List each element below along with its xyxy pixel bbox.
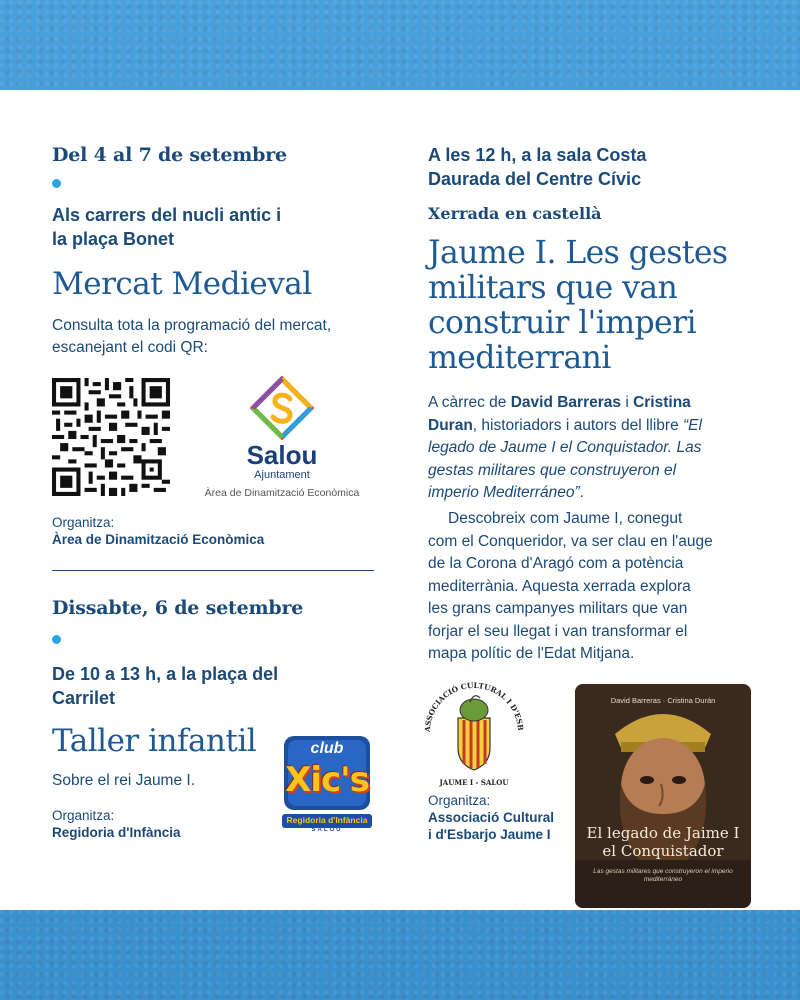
- talk-organizer-line2: i d'Esbarjo Jaume I: [428, 827, 551, 842]
- speakers-after: , historiadors i autors del llibre: [472, 416, 684, 434]
- author-2-last: Duran: [428, 416, 473, 434]
- salou-logo-name: Salou: [246, 440, 318, 470]
- event1-description: [52, 315, 331, 359]
- speakers-end: .: [579, 484, 584, 501]
- speakers-mid: i: [621, 394, 634, 411]
- xics-tiny: SALOU: [311, 827, 343, 833]
- salou-logo: [196, 376, 368, 500]
- event1-title: Mercat Medieval: [52, 266, 312, 302]
- event1-location-line2: la plaça Bonet: [52, 229, 175, 249]
- talk-subtitle: Xerrada en castellà: [428, 204, 602, 223]
- event1-organizer-name: Àrea de Dinamització Econòmica: [52, 532, 265, 547]
- talk-organizer-line1: Associació Cultural: [428, 810, 555, 825]
- description-line: mediterrània. Aquesta xerrada explora: [428, 577, 691, 595]
- event1-date: Del 4 al 7 de setembre: [52, 144, 287, 166]
- event2-date: Dissabte, 6 de setembre: [52, 597, 304, 619]
- talk-location-line2: Daurada del Centre Cívic: [428, 169, 642, 189]
- event2-description: Sobre el rei Jaume I.: [52, 772, 196, 789]
- club-xics-logo: [278, 734, 376, 836]
- book-authors: David Barreras · Cristina Durán: [610, 696, 716, 705]
- description-line: com el Conqueridor, va ser clau en l'auge: [428, 532, 713, 550]
- book-title: [575, 824, 751, 860]
- organizer-label: Organitza:: [52, 515, 115, 530]
- talk-title-line: construir l'imperi: [428, 305, 697, 341]
- assoc-arc-text: ASSOCIACIÓ CULTURAL I D'ESB: [422, 680, 526, 733]
- program-sheet: [0, 90, 800, 910]
- salou-logo-area: Àrea de Dinamització Econòmica: [204, 487, 360, 499]
- description-line: les grans campanyes militars que van: [428, 600, 688, 617]
- event2-title: Taller infantil: [52, 723, 257, 759]
- talk-title-line: Jaume I. Les gestes: [428, 235, 728, 271]
- xics-banner: Regidoria d'Infància: [286, 815, 368, 825]
- talk-location-line1: A les 12 h, a la sala Costa: [428, 145, 647, 165]
- author-2-first: Cristina: [633, 394, 691, 411]
- section-divider: [52, 570, 374, 571]
- talk-organizer: [428, 792, 554, 843]
- xics-wordmark: Xic's: [285, 760, 369, 800]
- event2-organizer: [52, 807, 180, 841]
- description-line: forjar el seu llegat i van transformar el: [428, 622, 688, 640]
- event2-location-line1: De 10 a 13 h, a la plaça del: [52, 664, 279, 684]
- book-title-part: imperio Mediterráneo”: [428, 484, 580, 501]
- book-title-part: legado de Jaume I el Conquistador. Las: [428, 439, 702, 456]
- association-logo: [418, 680, 530, 792]
- talk-location: [428, 143, 646, 191]
- organizer-label: Organitza:: [52, 808, 115, 823]
- top-blue-band: [0, 0, 800, 90]
- talk-description-paragraph: [428, 508, 778, 666]
- author-1: David Barreras: [510, 394, 622, 411]
- event2-organizer-name: Regidoria d'Infància: [52, 825, 181, 840]
- association-crest-icon: [418, 680, 530, 792]
- bottom-blue-band: [0, 910, 800, 1000]
- talk-title: [428, 236, 727, 376]
- event2-location-line2: Carrilet: [52, 688, 116, 708]
- salou-logo-sub: Ajuntament: [254, 469, 310, 481]
- club-label: club: [310, 740, 344, 757]
- bullet-dot: [52, 635, 61, 644]
- event1-organizer: [52, 514, 264, 548]
- book-subtitle: Las gestas militares que construyeron el imperio mediterráneo: [593, 868, 733, 883]
- talk-speakers-paragraph: [428, 392, 768, 505]
- bullet-dot: [52, 179, 61, 188]
- speakers-prefix: A càrrec de: [428, 394, 511, 411]
- book-title-line2: el Conquistador: [602, 842, 724, 860]
- salou-emblem-icon: [250, 376, 314, 440]
- event1-desc-line2: escanejant el codi QR:: [52, 339, 208, 356]
- book-cover: [575, 684, 751, 908]
- description-line: de la Corona d'Aragó com a potència: [428, 555, 684, 572]
- book-title-line1: El legado de Jaime I: [586, 824, 740, 842]
- description-line: mapa polític de l'Edat Mitjana.: [428, 645, 635, 662]
- talk-title-line: militars que van: [428, 270, 678, 306]
- event1-desc-line1: Consulta tota la programació del mercat,: [52, 317, 332, 334]
- assoc-bottom-text: JAUME I - SALOU: [439, 778, 509, 787]
- book-title-part: “El: [683, 416, 702, 434]
- description-line: Descobreix com Jaume I, conegut: [448, 510, 683, 527]
- talk-title-line: mediterrani: [428, 340, 611, 376]
- organizer-label: Organitza:: [428, 793, 491, 808]
- event1-location-line1: Als carrers del nucli antic i: [52, 205, 282, 225]
- event2-location: [52, 662, 278, 710]
- qr-code[interactable]: [52, 378, 170, 496]
- event1-location: [52, 203, 281, 251]
- book-title-part: gestas militares que construyeron el: [428, 461, 677, 479]
